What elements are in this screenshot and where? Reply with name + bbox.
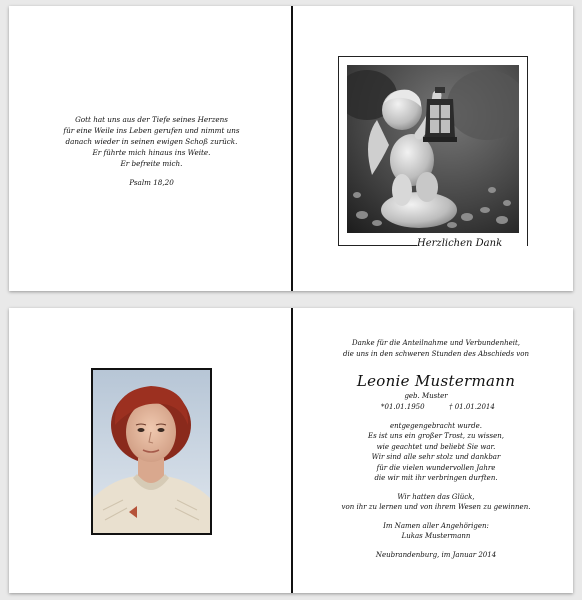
closing-line: Wir hatten das Glück, — [397, 492, 475, 501]
body-line: Wir sind alle sehr stolz und dankbar — [371, 453, 501, 461]
fold-line — [291, 308, 293, 593]
birth-date: *01.01.1950 — [381, 402, 425, 411]
intro-line: die uns in den schweren Stunden des Abschieds von — [343, 349, 529, 358]
body-line: Es ist uns ein großer Trost, zu wissen, — [368, 432, 504, 440]
card-inside — [9, 308, 573, 593]
verse-line: Er führte mich hinaus ins Weite. — [92, 148, 211, 157]
portrait-photo — [91, 368, 212, 535]
fold-line — [291, 6, 293, 291]
body-line: für die vielen wundervollen Jahre — [376, 463, 496, 472]
closing-line: von ihr zu lernen und von ihrem Wesen zu gewinnen. — [341, 503, 531, 511]
deceased-name: Leonie Mustermann — [356, 372, 516, 390]
card-outside — [9, 6, 573, 291]
body-line: entgegengebracht wurde. — [389, 421, 482, 430]
body-line: die wir mit ihr verbringen durften. — [374, 474, 498, 482]
verse-line: Gott hat uns aus der Tiefe seines Herzens — [75, 115, 228, 124]
body-line: wie geachtet und beliebt Sie war. — [376, 442, 496, 451]
verse-line: Er befreite mich. — [120, 159, 183, 168]
verse-source: Psalm 18,20 — [129, 178, 174, 187]
angel-photo-frame — [338, 56, 528, 246]
death-date: † 01.01.2014 — [449, 402, 495, 411]
intro-line: Danke für die Anteilnahme und Verbundenheit, — [351, 339, 521, 347]
place-date: Neubrandenburg, im Januar 2014 — [375, 550, 497, 559]
signature-line: Im Namen aller Angehörigen: — [383, 521, 489, 530]
signature-line: Lukas Mustermann — [401, 532, 471, 540]
life-dates — [299, 402, 573, 413]
verse-line: für eine Weile ins Leben gerufen und nimmt uns — [63, 126, 240, 135]
bible-verse — [29, 114, 274, 188]
verse-line: danach wieder in seinen ewigen Schoß zurück. — [65, 137, 238, 146]
portrait-image — [93, 370, 210, 533]
maiden-name: geb. Muster — [404, 392, 448, 400]
angel-statue-image — [347, 65, 519, 233]
thank-you-text — [299, 338, 573, 560]
angel-photo — [347, 65, 519, 233]
thanks-title: Herzlichen Dank — [417, 238, 503, 249]
